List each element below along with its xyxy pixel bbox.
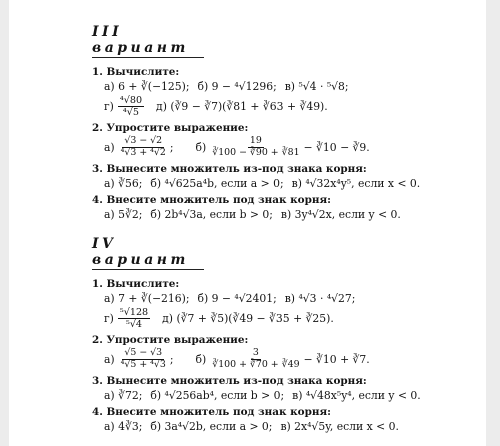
task-3b: б) ⁴√256ab⁴, если b > 0; bbox=[150, 388, 285, 402]
task-1a: а) 6 + ∛(−125); bbox=[104, 80, 190, 93]
task-4-row bbox=[104, 208, 452, 221]
task-2-row: а) $\frac{√5 - √3}{\text{⁴√5 + ⁴√3}}$ ; б) $\frac{3}{∛100 + ∛70 + ∛49}$ − ∛10 + ∛7. bbox=[104, 347, 370, 370]
task-2b-fraction bbox=[210, 136, 301, 159]
task-2b-fraction bbox=[210, 348, 301, 371]
task-1e: д) (∛7 + ∛5)(∛49 − ∛35 + ∛25). bbox=[162, 312, 334, 326]
task-4-row bbox=[104, 420, 452, 433]
task-4c: в) 2x⁴√5y, если x < 0. bbox=[280, 419, 399, 433]
task-1-row-2 bbox=[104, 307, 452, 330]
task-3b: б) ⁴√625a⁴b, если a > 0; bbox=[150, 176, 284, 190]
task-1d-denominator: ⁴√5 bbox=[122, 107, 139, 119]
task-1d-numerator: ⁵√128 bbox=[119, 307, 149, 318]
task-4a: а) 4∛3; bbox=[104, 419, 143, 433]
task-3-heading: 3. Вынесите множитель из-под знака корня: bbox=[92, 162, 367, 175]
variant-4-title: IV вариант bbox=[92, 236, 204, 270]
task-1b: б) 9 − ⁴√2401; bbox=[197, 292, 277, 305]
task-3a: а) ∛56; bbox=[104, 176, 143, 190]
task-4-heading: 4. Внесите множитель под знак корня: bbox=[92, 405, 331, 418]
task-2b-tail: − ∛10 − ∛9. bbox=[303, 140, 370, 154]
task-2b-numerator: 3 bbox=[252, 347, 259, 359]
task-2b-denominator: ∛100 − ∛90 + ∛81 bbox=[212, 146, 300, 158]
worksheet-page bbox=[9, 0, 486, 446]
variant-3-title: III вариант bbox=[92, 24, 204, 58]
task-2a-numerator: √3 − √2 bbox=[124, 135, 163, 147]
task-1c: в) ⁵√4 · ⁵√8; bbox=[284, 80, 349, 93]
left-margin bbox=[0, 0, 9, 446]
task-2a-label: а) bbox=[104, 352, 115, 366]
task-4b: б) 3a⁴√2b, если a > 0; bbox=[150, 419, 273, 433]
task-1-row-1 bbox=[104, 80, 452, 93]
task-2a-fraction bbox=[119, 136, 168, 159]
task-3a: а) ∛72; bbox=[104, 388, 143, 402]
task-1d-label: г) bbox=[104, 100, 114, 114]
task-2b-numerator: 19 bbox=[249, 135, 262, 147]
task-1b: б) 9 − ⁴√1296; bbox=[197, 80, 277, 93]
task-3-heading: 3. Вынесите множитель из-под знака корня: bbox=[92, 374, 367, 387]
task-4c: в) 3y⁴√2x, если y < 0. bbox=[280, 207, 401, 221]
task-2b-label: б) bbox=[195, 140, 207, 154]
task-2a-label: а) bbox=[104, 140, 115, 154]
task-1-row-2 bbox=[104, 95, 452, 118]
task-1e: д) (∛9 − ∛7)(∛81 + ∛63 + ∛49). bbox=[156, 100, 328, 114]
task-1d-label: г) bbox=[104, 312, 114, 326]
task-2a-numerator: √5 − √3 bbox=[124, 347, 163, 359]
task-3-row bbox=[104, 389, 452, 402]
task-2b-tail: − ∛10 + ∛7. bbox=[303, 352, 370, 366]
task-1-row-1 bbox=[104, 292, 452, 305]
task-1d-denominator: ⁵√4 bbox=[125, 319, 143, 331]
task-1a: а) 7 + ∛(−216); bbox=[104, 292, 190, 305]
task-3c: в) ⁴√48x⁵y⁴, если y < 0. bbox=[292, 388, 421, 402]
task-4b: б) 2b⁴√3a, если b > 0; bbox=[150, 207, 273, 221]
task-2a-fraction bbox=[119, 348, 168, 371]
task-1d-fraction bbox=[118, 95, 144, 118]
task-2-heading: 2. Упростите выражение: bbox=[92, 122, 249, 135]
task-2-heading: 2. Упростите выражение: bbox=[92, 334, 249, 347]
task-3c: в) ⁴√32x⁴y⁵, если x < 0. bbox=[291, 176, 421, 190]
task-1-heading: 1. Вычислите: bbox=[92, 278, 180, 290]
task-1c: в) ⁴√3 · ⁴√27; bbox=[284, 292, 356, 305]
task-1-heading: 1. Вычислите: bbox=[92, 66, 180, 78]
variant-4 bbox=[92, 236, 452, 433]
task-2a-denominator: ⁴√5 + ⁴√3 bbox=[120, 358, 166, 370]
task-2a-denominator: ⁴√3 + ⁴√2 bbox=[120, 146, 166, 158]
task-2-row: а) $\frac{√3 - √2}{\text{⁴√3 + ⁴√2}}$ ; б) $\frac{19}{∛100 - ∛90 + ∛81}$ − ∛10 − ∛9. bbox=[104, 135, 370, 158]
task-4-heading: 4. Внесите множитель под знак корня: bbox=[92, 193, 331, 206]
task-4a: а) 5∛2; bbox=[104, 207, 143, 221]
task-3-row bbox=[104, 177, 452, 190]
task-2b-label: б) bbox=[195, 352, 207, 366]
variant-3 bbox=[92, 24, 452, 221]
task-2b-denominator: ∛100 + ∛70 + ∛49 bbox=[212, 358, 300, 370]
right-margin bbox=[486, 0, 500, 446]
task-1d-numerator: ⁴√80 bbox=[119, 95, 143, 106]
task-1d-fraction bbox=[118, 307, 150, 330]
